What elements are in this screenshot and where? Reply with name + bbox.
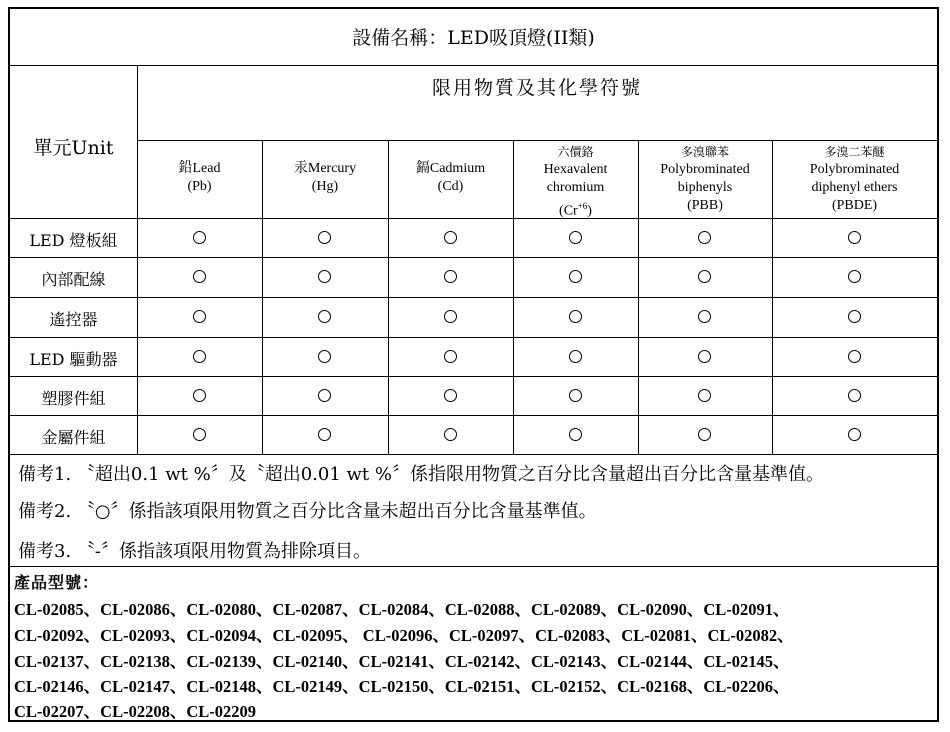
circle-icon — [848, 428, 861, 441]
header-line: $(Cr^{+6})$ — [559, 201, 592, 219]
circle-icon — [569, 428, 582, 441]
circle-icon — [444, 231, 457, 244]
circle-icon — [444, 270, 457, 283]
circle-icon — [193, 310, 206, 323]
circle-icon — [848, 231, 861, 244]
header-line: Polybrominated — [809, 162, 900, 177]
compliance-mark — [444, 428, 457, 441]
circle-icon — [698, 350, 711, 363]
circle-icon — [698, 231, 711, 244]
circle-icon — [318, 310, 331, 323]
unit-label: 塑膠件組 — [41, 388, 106, 408]
unit-label: 金屬件組 — [41, 427, 106, 447]
circle-icon — [193, 270, 206, 283]
circle-icon — [193, 350, 206, 363]
row-divider — [10, 376, 937, 377]
row-divider — [10, 415, 937, 416]
compliance-mark — [698, 270, 711, 283]
divider — [10, 218, 937, 219]
unit-label: LED 驅動器 — [29, 349, 118, 369]
compliance-mark — [848, 428, 861, 441]
compliance-mark — [698, 350, 711, 363]
header-line: chromium — [546, 180, 605, 195]
compliance-mark — [698, 428, 711, 441]
circle-icon — [569, 310, 582, 323]
compliance-mark — [193, 428, 206, 441]
model-line: CL-02137、CL-02138、CL-02139、CL-02140、CL-02141、CL-02142、CL-02143、CL-02144、CL-02145、 — [14, 652, 790, 671]
circle-icon — [318, 428, 331, 441]
compliance-mark — [569, 231, 582, 244]
circle-icon — [444, 350, 457, 363]
compliance-mark — [193, 310, 206, 323]
header-line: biphenyls — [677, 180, 733, 195]
circle-icon — [698, 270, 711, 283]
compliance-mark — [848, 389, 861, 402]
compliance-mark — [318, 389, 331, 402]
header-line: Hexavalent — [543, 162, 608, 177]
compliance-mark — [318, 270, 331, 283]
compliance-mark — [848, 231, 861, 244]
header-line: 多溴二苯醚 — [824, 145, 885, 159]
unit-label: LED 燈板組 — [29, 230, 118, 250]
model-line: CL-02085、CL-02086、CL-02080、CL-02087、CL-02084、CL-02088、CL-02089、CL-02090、CL-02091、 — [14, 600, 790, 619]
circle-icon — [193, 428, 206, 441]
header-line: 多溴聯苯 — [680, 145, 729, 159]
compliance-mark — [444, 270, 457, 283]
compliance-mark — [318, 428, 331, 441]
compliance-mark — [318, 231, 331, 244]
header-line: (PBB) — [687, 198, 723, 213]
header-line: (Pb) — [187, 179, 212, 194]
circle-icon — [444, 389, 457, 402]
compliance-mark — [193, 389, 206, 402]
circle-icon — [193, 231, 206, 244]
note-3: 備考3. 〝-〞係指該項限用物質為排除項目。 — [18, 541, 371, 562]
note-2: 備考2. 〝○〞係指該項限用物質之百分比含量未超出百分比含量基準值。 — [18, 501, 597, 522]
header-line: (Hg) — [311, 179, 339, 194]
divider — [10, 65, 937, 66]
compliance-mark — [444, 350, 457, 363]
compliance-mark — [848, 310, 861, 323]
compliance-mark — [848, 350, 861, 363]
header-line: 鉛Lead — [178, 161, 221, 176]
circle-icon — [698, 428, 711, 441]
header-line: 汞Mercury — [293, 161, 357, 176]
header-line: 鎘Cadmium — [415, 161, 486, 176]
substance-column-header — [262, 160, 388, 196]
substance-column-header — [137, 160, 262, 196]
circle-icon — [569, 231, 582, 244]
compliance-mark — [193, 231, 206, 244]
circle-icon — [318, 389, 331, 402]
header-line: (PBDE) — [831, 198, 878, 213]
compliance-mark — [444, 389, 457, 402]
restricted-substances-header: 限用物質及其化學符號 — [431, 77, 642, 99]
compliance-mark — [698, 231, 711, 244]
compliance-mark — [569, 428, 582, 441]
compliance-mark — [848, 270, 861, 283]
row-divider — [10, 297, 937, 298]
substance-column-header — [638, 143, 772, 215]
row-divider — [10, 337, 937, 338]
compliance-mark — [318, 310, 331, 323]
unit-header: 單元Unit — [33, 137, 114, 159]
circle-icon — [318, 231, 331, 244]
circle-icon — [193, 389, 206, 402]
circle-icon — [569, 270, 582, 283]
divider — [137, 140, 937, 141]
equipment-title: 設備名稱：LED吸頂燈(II類) — [352, 27, 595, 49]
substance-column-header — [513, 143, 638, 221]
circle-icon — [698, 310, 711, 323]
compliance-mark — [698, 310, 711, 323]
circle-icon — [698, 389, 711, 402]
compliance-mark — [318, 350, 331, 363]
compliance-mark — [569, 310, 582, 323]
model-line: CL-02207、CL-02208、CL-02209 — [14, 702, 256, 721]
divider — [10, 454, 937, 455]
model-line: CL-02092、CL-02093、CL-02094、CL-02095、 CL-02096、CL-02097、CL-02083、CL-02081、CL-02082、 — [14, 626, 794, 645]
product-models-title: 產品型號： — [14, 573, 100, 592]
model-line: CL-02146、CL-02147、CL-02148、CL-02149、CL-02150、CL-02151、CL-02152、CL-02168、CL-02206、 — [14, 677, 790, 696]
compliance-mark — [698, 389, 711, 402]
header-line: diphenyl ethers — [811, 180, 898, 195]
circle-icon — [848, 310, 861, 323]
circle-icon — [848, 389, 861, 402]
circle-icon — [848, 270, 861, 283]
unit-label: 內部配線 — [41, 270, 106, 289]
header-line: Polybrominated — [660, 162, 750, 177]
unit-label: 遙控器 — [49, 310, 98, 329]
row-divider — [10, 257, 937, 258]
compliance-mark — [444, 231, 457, 244]
header-line: (Cd) — [437, 179, 464, 194]
divider — [10, 566, 937, 567]
note-1: 備考1. 〝超出0.1 wt %〞及〝超出0.01 wt %〞係指限用物質之百分比含量超出百分比含量基準值。 — [18, 464, 824, 485]
compliance-mark — [193, 350, 206, 363]
substance-column-header — [772, 143, 937, 215]
header-line: 六價鉻 — [557, 145, 594, 159]
divider — [137, 65, 138, 454]
compliance-mark — [569, 389, 582, 402]
rohs-declaration-sheet — [8, 7, 939, 722]
circle-icon — [444, 310, 457, 323]
substance-column-header — [388, 160, 513, 196]
compliance-mark — [193, 270, 206, 283]
compliance-mark — [444, 310, 457, 323]
circle-icon — [444, 428, 457, 441]
circle-icon — [318, 270, 331, 283]
compliance-mark — [569, 270, 582, 283]
circle-icon — [848, 350, 861, 363]
circle-icon — [569, 350, 582, 363]
compliance-mark — [569, 350, 582, 363]
circle-icon — [318, 350, 331, 363]
circle-icon — [569, 389, 582, 402]
